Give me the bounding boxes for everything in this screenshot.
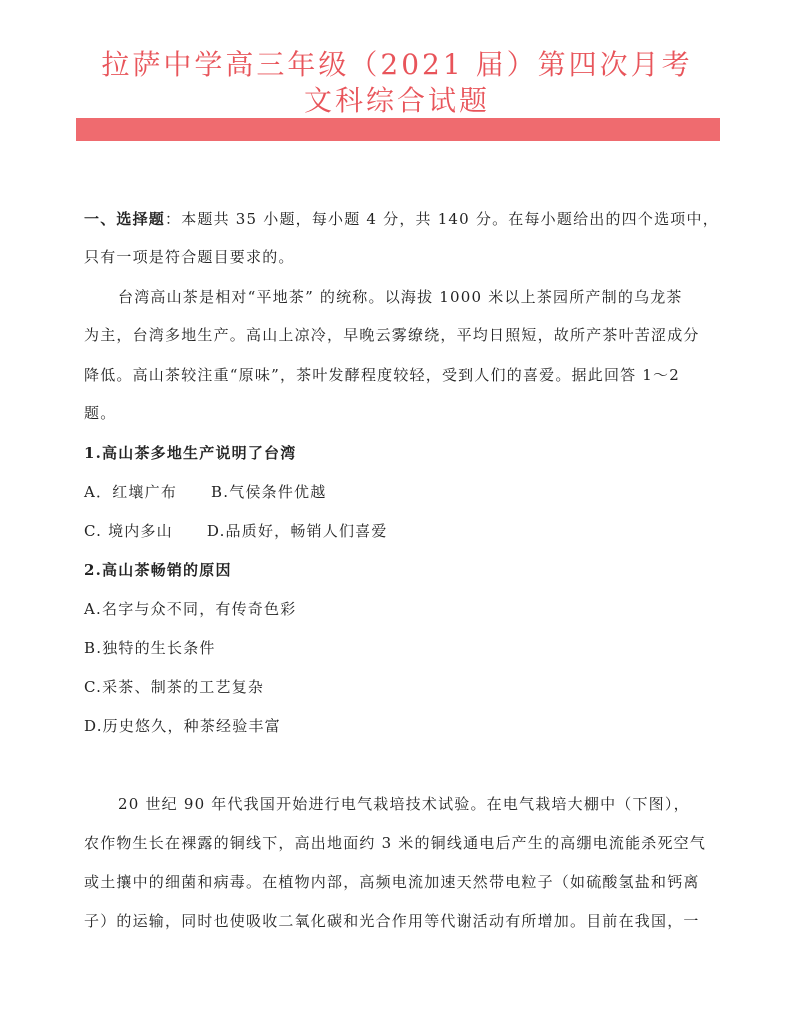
question2-option-d: D.历史悠久，种茶经验丰富 <box>84 717 281 735</box>
section-intro-text: ：本题共 35 小题，每小题 4 分，共 140 分。在每小题给出的四个选项中， <box>165 210 719 228</box>
question1-options-row-2 <box>84 521 388 541</box>
question1-option-b: B.气侯条件优越 <box>211 483 327 501</box>
exam-title: 拉萨中学高三年级（2021 届）第四次月考 <box>101 48 693 81</box>
question1-options-row-1 <box>84 482 326 502</box>
question2-option-b: B.独特的生长条件 <box>84 639 216 657</box>
section-intro-line-1 <box>84 209 719 229</box>
passage2-line-1: 20 世纪 90 年代我国开始进行电气栽培技术试验。在电气栽培大棚中（下图）， <box>118 795 690 813</box>
passage2-line-2: 农作物生长在裸露的铜线下，高出地面约 3 米的铜线通电后产生的高绷电流能杀死空气 <box>84 834 707 852</box>
question1-option-a: A．红壤广布 <box>84 483 178 501</box>
passage2-line-4: 子）的运输，同时也使吸收二氧化碳和光合作用等代谢活动有所增加。目前在我国，一 <box>84 912 700 930</box>
exam-subtitle: 文科综合试题 <box>303 84 490 117</box>
passage1-line-2: 为主，台湾多地生产。高山上凉冷，早晚云雾缭绕，平均日照短，故所产茶叶苦涩成分 <box>84 326 700 344</box>
question2-option-c: C.采茶、制茶的工艺复杂 <box>84 678 265 696</box>
passage1-line-1: 台湾高山茶是相对“平地茶” 的统称。以海拔 1000 米以上茶园所产制的乌龙茶 <box>118 288 683 306</box>
passage1-line-3: 降低。高山茶较注重“原味”，茶叶发酵程度较轻，受到人们的喜爱。据此回答 1～2 <box>84 366 680 384</box>
section-intro-line-2: 只有一项是符合题目要求的。 <box>84 248 295 266</box>
question2-stem: 2.高山茶畅销的原因 <box>84 561 232 579</box>
header-banner <box>76 118 720 141</box>
question2-option-a: A.名字与众不同，有传奇色彩 <box>84 600 297 618</box>
question1-option-c: C. 境内多山 <box>84 522 173 540</box>
question1-option-d: D.品质好，畅销人们喜爱 <box>206 522 388 540</box>
question1-stem: 1.高山茶多地生产说明了台湾 <box>84 444 297 462</box>
section-heading: 一、选择题 <box>84 210 166 228</box>
passage2-line-3: 或土攘中的细菌和病毒。在植物内部，高频电流加速天然带电粒子（如硫酸氢盐和钙离 <box>84 873 700 891</box>
passage1-line-4: 题。 <box>84 404 117 422</box>
